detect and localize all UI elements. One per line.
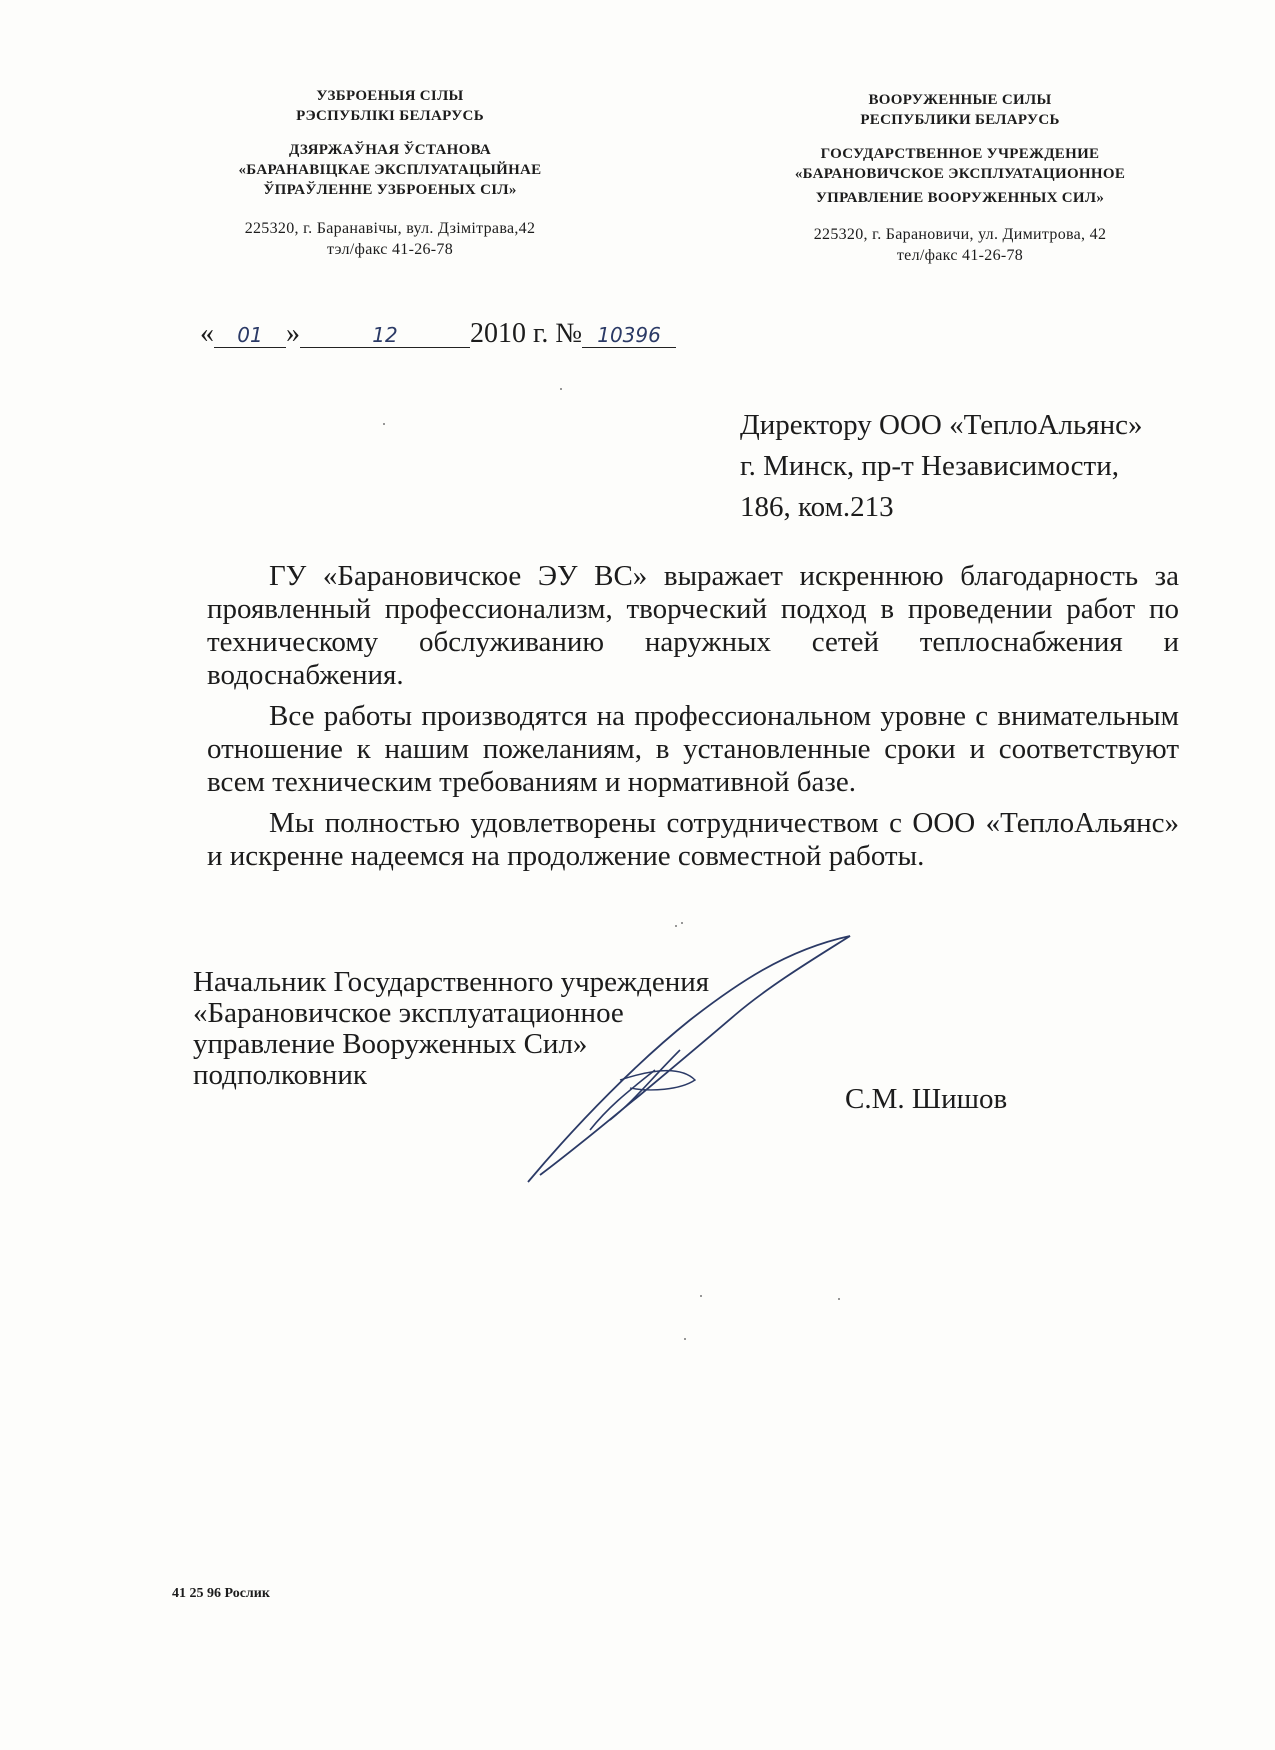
letter-body xyxy=(207,560,1179,873)
header-right-address: 225320, г. Барановичи, ул. Димитрова, 42 xyxy=(813,226,1107,243)
signature-title-line-4: подполковник xyxy=(193,1059,367,1091)
date-open-quote: « xyxy=(200,318,214,349)
signer-name: С.М. Шишов xyxy=(845,1083,1008,1115)
paper-speck xyxy=(838,1298,840,1300)
date-year-text: 2010 г. № xyxy=(470,318,583,349)
header-right-line-1: ВООРУЖЕННЫЕ СИЛЫ xyxy=(868,92,1052,108)
footer-executor: 41 25 96 Рослик xyxy=(172,1586,270,1601)
document-number: 10396 xyxy=(582,323,676,348)
paper-speck xyxy=(675,925,677,927)
paper-speck xyxy=(684,1338,686,1340)
header-left-line-1: УЗБРОЕНЫЯ СІЛЫ xyxy=(316,88,464,104)
addressee-block xyxy=(740,405,1142,528)
header-right-line-4: «БАРАНОВИЧСКОЕ ЭКСПЛУАТАЦИОННОЕ xyxy=(794,166,1126,182)
header-right-phone: тел/факс 41-26-78 xyxy=(896,247,1024,264)
date-day: 01 xyxy=(214,323,286,348)
paper-speck xyxy=(700,1295,702,1297)
date-month: 12 xyxy=(300,323,470,348)
paper-speck xyxy=(383,423,385,425)
header-right-line-5: УПРАВЛЕНИЕ ВООРУЖЕННЫХ СИЛ» xyxy=(815,190,1105,206)
header-left-line-2: РЭСПУБЛІКІ БЕЛАРУСЬ xyxy=(296,108,484,124)
header-right-line-3: ГОСУДАРСТВЕННОЕ УЧРЕЖДЕНИЕ xyxy=(820,146,1100,162)
addressee-line-2: г. Минск, пр-т Независимости, xyxy=(740,450,1119,482)
header-left-line-5: ЎПРАЎЛЕННЕ УЗБРОЕНЫХ СІЛ» xyxy=(263,182,517,198)
date-close-quote: » xyxy=(286,318,300,349)
addressee-line-1: Директору ООО «ТеплоАльянс» xyxy=(740,409,1143,441)
header-left-address: 225320, г. Баранавічы, вул. Дзімітрава,42 xyxy=(244,220,536,237)
body-paragraph-2: Все работы производятся на профессиональном уровне с внимательным отношение к нашим пожеланиям, в установленные сроки и соответствуют всем техническим требованиям и нормативной базе. xyxy=(207,700,1179,798)
header-left-belarusian xyxy=(180,86,600,260)
date-number-line xyxy=(200,318,676,350)
body-paragraph-1: ГУ «Барановичское ЭУ ВС» выражает искреннюю благодарность за проявленный профессионализм, творческий подход в проведении работ по техническому обслуживанию наружных сетей теплоснабжения и водоснабжения. xyxy=(207,560,1179,691)
paper-speck xyxy=(560,388,562,390)
signature-title-line-3: управление Вооруженных Сил» xyxy=(193,1028,588,1060)
body-paragraph-3: Мы полностью удовлетворены сотрудничеством с ООО «ТеплоАльянс» и искренне надеемся на продолжение совместной работы. xyxy=(207,807,1179,872)
header-left-line-4: «БАРАНАВІЦКАЕ ЭКСПЛУАТАЦЫЙНАЕ xyxy=(238,162,542,178)
signature-title-line-2: «Барановичское эксплуатационное xyxy=(193,997,624,1029)
signature-title-line-1: Начальник Государственного учреждения xyxy=(193,966,710,998)
header-left-phone: тэл/факс 41-26-78 xyxy=(326,241,454,258)
addressee-line-3: 186, ком.213 xyxy=(740,491,894,523)
handwritten-signature xyxy=(520,930,860,1190)
header-right-line-2: РЕСПУБЛИКИ БЕЛАРУСЬ xyxy=(860,112,1060,128)
paper-speck xyxy=(681,922,683,924)
header-left-line-3: ДЗЯРЖАЎНАЯ ЎСТАНОВА xyxy=(288,142,492,158)
header-right-russian xyxy=(740,90,1180,266)
